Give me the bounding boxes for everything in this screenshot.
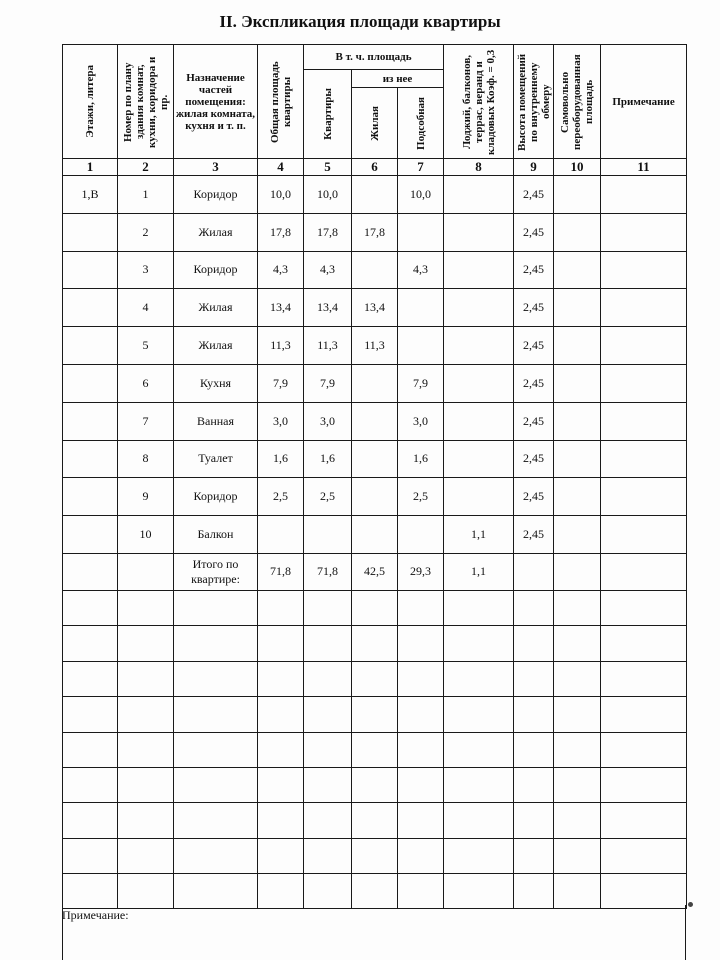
unauthorized-area-cell	[554, 289, 601, 327]
floor-cell	[63, 213, 118, 251]
empty-row	[63, 874, 687, 909]
empty-cell	[398, 838, 444, 873]
empty-cell	[258, 732, 304, 767]
empty-cell	[304, 661, 352, 696]
empty-cell	[398, 590, 444, 625]
apartment-area-cell: 4,3	[304, 251, 352, 289]
header-plan-number: Номер по плану здания комнат, кухни, коридора и пр.	[118, 45, 174, 159]
empty-cell	[118, 838, 174, 873]
total-area-cell: 2,5	[258, 478, 304, 516]
empty-cell	[352, 732, 398, 767]
col-number: 6	[352, 159, 398, 176]
auxiliary-area-cell: 29,3	[398, 553, 444, 590]
living-area-cell	[352, 176, 398, 214]
apartment-area-cell: 13,4	[304, 289, 352, 327]
auxiliary-area-cell: 4,3	[398, 251, 444, 289]
apartment-area-cell: 17,8	[304, 213, 352, 251]
empty-cell	[63, 874, 118, 909]
loggia-area-cell	[444, 440, 514, 478]
total-area-cell: 1,6	[258, 440, 304, 478]
empty-cell	[554, 803, 601, 838]
note-cell	[601, 516, 687, 554]
floor-cell	[63, 251, 118, 289]
header-purpose: Назначение частей помещения: жилая комната, кухня и т. п.	[174, 45, 258, 159]
table-row	[63, 251, 687, 289]
living-area-cell	[352, 478, 398, 516]
height-cell: 2,45	[514, 478, 554, 516]
loggia-area-cell	[444, 478, 514, 516]
empty-cell	[63, 590, 118, 625]
col-number: 8	[444, 159, 514, 176]
empty-cell	[352, 874, 398, 909]
unauthorized-area-cell	[554, 213, 601, 251]
purpose-cell: Коридор	[174, 176, 258, 214]
loggia-area-cell	[444, 176, 514, 214]
empty-cell	[352, 767, 398, 802]
empty-cell	[258, 803, 304, 838]
col-number: 4	[258, 159, 304, 176]
empty-row	[63, 697, 687, 732]
living-area-cell	[352, 364, 398, 402]
living-area-cell	[352, 516, 398, 554]
floor-cell	[63, 364, 118, 402]
total-area-cell: 17,8	[258, 213, 304, 251]
total-area-cell: 10,0	[258, 176, 304, 214]
total-area-cell: 13,4	[258, 289, 304, 327]
empty-cell	[304, 626, 352, 661]
empty-cell	[63, 697, 118, 732]
room-number-cell: 3	[118, 251, 174, 289]
header-floor: Этажи, литера	[63, 45, 118, 159]
room-number-cell: 2	[118, 213, 174, 251]
living-area-cell: 11,3	[352, 327, 398, 365]
living-area-cell: 17,8	[352, 213, 398, 251]
room-number-cell: 9	[118, 478, 174, 516]
empty-cell	[258, 838, 304, 873]
empty-cell	[304, 732, 352, 767]
living-area-cell	[352, 251, 398, 289]
empty-cell	[258, 626, 304, 661]
floor-cell	[63, 327, 118, 365]
header-apartment: Квартиры	[304, 70, 352, 159]
empty-cell	[118, 661, 174, 696]
empty-cell	[352, 838, 398, 873]
empty-cell	[118, 732, 174, 767]
empty-cell	[258, 874, 304, 909]
loggia-area-cell: 1,1	[444, 516, 514, 554]
empty-cell	[444, 838, 514, 873]
table-row	[63, 402, 687, 440]
empty-cell	[63, 767, 118, 802]
purpose-cell: Коридор	[174, 478, 258, 516]
header-row-1	[63, 45, 687, 70]
empty-row	[63, 803, 687, 838]
table-row	[63, 327, 687, 365]
loggia-area-cell	[444, 213, 514, 251]
room-number-cell: 5	[118, 327, 174, 365]
note-cell	[601, 176, 687, 214]
empty-cell	[601, 590, 687, 625]
empty-cell	[398, 697, 444, 732]
apartment-area-cell: 11,3	[304, 327, 352, 365]
empty-cell	[514, 590, 554, 625]
empty-cell	[63, 838, 118, 873]
empty-cell	[174, 874, 258, 909]
empty-cell	[63, 661, 118, 696]
loggia-area-cell	[444, 364, 514, 402]
unauthorized-area-cell	[554, 176, 601, 214]
empty-cell	[174, 661, 258, 696]
empty-cell	[352, 590, 398, 625]
purpose-cell: Балкон	[174, 516, 258, 554]
header-loggia: Лоджий, балконов, террас, веранд и кладовых Коэф. = 0,3	[444, 45, 514, 159]
floor-cell	[63, 553, 118, 590]
empty-cell	[444, 767, 514, 802]
loggia-area-cell	[444, 327, 514, 365]
height-cell: 2,45	[514, 251, 554, 289]
note-cell	[601, 402, 687, 440]
auxiliary-area-cell: 10,0	[398, 176, 444, 214]
empty-cell	[601, 626, 687, 661]
empty-cell	[258, 697, 304, 732]
auxiliary-area-cell: 1,6	[398, 440, 444, 478]
note-cell	[601, 364, 687, 402]
floor-cell	[63, 516, 118, 554]
note-cell	[601, 553, 687, 590]
note-cell	[601, 440, 687, 478]
scan-mark	[688, 902, 693, 907]
auxiliary-area-cell	[398, 213, 444, 251]
empty-cell	[514, 697, 554, 732]
room-number-cell: 10	[118, 516, 174, 554]
living-area-cell	[352, 402, 398, 440]
unauthorized-area-cell	[554, 364, 601, 402]
col-number: 7	[398, 159, 444, 176]
table-row	[63, 176, 687, 214]
floor-cell	[63, 402, 118, 440]
unauthorized-area-cell	[554, 402, 601, 440]
room-number-cell: 8	[118, 440, 174, 478]
apartment-area-cell: 71,8	[304, 553, 352, 590]
remark-label: Примечание:	[62, 908, 129, 922]
purpose-cell: Кухня	[174, 364, 258, 402]
empty-cell	[304, 803, 352, 838]
loggia-area-cell	[444, 251, 514, 289]
total-area-cell: 71,8	[258, 553, 304, 590]
empty-cell	[444, 697, 514, 732]
empty-cell	[174, 803, 258, 838]
auxiliary-area-cell: 7,9	[398, 364, 444, 402]
height-cell: 2,45	[514, 327, 554, 365]
empty-cell	[118, 626, 174, 661]
purpose-cell: Итого по квартире:	[174, 553, 258, 590]
empty-cell	[444, 590, 514, 625]
empty-cell	[174, 697, 258, 732]
empty-cell	[514, 661, 554, 696]
note-cell	[601, 327, 687, 365]
col-number: 11	[601, 159, 687, 176]
auxiliary-area-cell	[398, 516, 444, 554]
empty-cell	[554, 661, 601, 696]
note-cell	[601, 213, 687, 251]
living-area-cell: 42,5	[352, 553, 398, 590]
height-cell: 2,45	[514, 364, 554, 402]
table-row	[63, 516, 687, 554]
unauthorized-area-cell	[554, 516, 601, 554]
purpose-cell: Жилая	[174, 327, 258, 365]
auxiliary-area-cell	[398, 289, 444, 327]
table-row	[63, 478, 687, 516]
empty-cell	[118, 803, 174, 838]
floor-cell	[63, 440, 118, 478]
empty-cell	[554, 697, 601, 732]
room-number-cell: 1	[118, 176, 174, 214]
empty-cell	[118, 874, 174, 909]
height-cell: 2,45	[514, 516, 554, 554]
empty-cell	[444, 661, 514, 696]
empty-cell	[601, 803, 687, 838]
note-cell	[601, 478, 687, 516]
total-area-cell: 3,0	[258, 402, 304, 440]
empty-cell	[352, 697, 398, 732]
empty-cell	[554, 838, 601, 873]
height-cell: 2,45	[514, 289, 554, 327]
empty-row	[63, 626, 687, 661]
remark-box	[62, 905, 686, 960]
empty-cell	[554, 874, 601, 909]
note-cell	[601, 289, 687, 327]
purpose-cell: Ванная	[174, 402, 258, 440]
empty-cell	[352, 803, 398, 838]
empty-cell	[63, 803, 118, 838]
empty-cell	[118, 767, 174, 802]
unauthorized-area-cell	[554, 327, 601, 365]
floor-cell	[63, 478, 118, 516]
purpose-cell: Туалет	[174, 440, 258, 478]
table-row	[63, 440, 687, 478]
total-row	[63, 553, 687, 590]
height-cell: 2,45	[514, 176, 554, 214]
empty-cell	[118, 590, 174, 625]
total-area-cell: 4,3	[258, 251, 304, 289]
header-auxiliary: Подсобная	[398, 88, 444, 159]
empty-cell	[514, 803, 554, 838]
room-number-cell: 4	[118, 289, 174, 327]
unauthorized-area-cell	[554, 440, 601, 478]
total-area-cell: 11,3	[258, 327, 304, 365]
empty-cell	[258, 661, 304, 696]
explication-table	[62, 44, 687, 909]
empty-cell	[514, 874, 554, 909]
empty-cell	[444, 874, 514, 909]
empty-cell	[398, 626, 444, 661]
apartment-area-cell: 2,5	[304, 478, 352, 516]
empty-cell	[554, 732, 601, 767]
empty-cell	[174, 838, 258, 873]
empty-cell	[174, 626, 258, 661]
empty-cell	[554, 626, 601, 661]
height-cell: 2,45	[514, 402, 554, 440]
empty-cell	[304, 767, 352, 802]
col-number: 9	[514, 159, 554, 176]
empty-cell	[398, 874, 444, 909]
empty-cell	[601, 767, 687, 802]
empty-cell	[174, 590, 258, 625]
apartment-area-cell: 3,0	[304, 402, 352, 440]
empty-cell	[444, 626, 514, 661]
empty-cell	[258, 590, 304, 625]
total-area-cell	[258, 516, 304, 554]
header-height: Высота помещений по внутреннему обмеру	[514, 45, 554, 159]
header-living: Жилая	[352, 88, 398, 159]
note-cell	[601, 251, 687, 289]
empty-row	[63, 838, 687, 873]
unauthorized-area-cell	[554, 553, 601, 590]
empty-cell	[398, 661, 444, 696]
header-including-area: В т. ч. площадь	[304, 45, 444, 70]
purpose-cell: Коридор	[174, 251, 258, 289]
unauthorized-area-cell	[554, 251, 601, 289]
empty-cell	[444, 803, 514, 838]
col-number: 10	[554, 159, 601, 176]
empty-cell	[514, 626, 554, 661]
total-area-cell: 7,9	[258, 364, 304, 402]
unauthorized-area-cell	[554, 478, 601, 516]
height-cell	[514, 553, 554, 590]
empty-cell	[63, 732, 118, 767]
apartment-area-cell	[304, 516, 352, 554]
auxiliary-area-cell: 2,5	[398, 478, 444, 516]
empty-cell	[258, 767, 304, 802]
col-number: 1	[63, 159, 118, 176]
room-number-cell: 7	[118, 402, 174, 440]
header-note: Примечание	[601, 45, 687, 159]
empty-cell	[304, 838, 352, 873]
col-number: 3	[174, 159, 258, 176]
empty-cell	[118, 697, 174, 732]
table-row	[63, 289, 687, 327]
apartment-area-cell: 10,0	[304, 176, 352, 214]
loggia-area-cell	[444, 402, 514, 440]
living-area-cell: 13,4	[352, 289, 398, 327]
header-of-which: из нее	[352, 70, 444, 88]
empty-cell	[304, 874, 352, 909]
empty-cell	[352, 661, 398, 696]
empty-cell	[514, 767, 554, 802]
empty-cell	[601, 697, 687, 732]
table-row	[63, 213, 687, 251]
empty-cell	[554, 590, 601, 625]
loggia-area-cell: 1,1	[444, 553, 514, 590]
empty-cell	[174, 767, 258, 802]
col-number: 2	[118, 159, 174, 176]
loggia-area-cell	[444, 289, 514, 327]
page-title: II. Экспликация площади квартиры	[219, 12, 501, 31]
empty-cell	[398, 767, 444, 802]
empty-cell	[514, 732, 554, 767]
empty-cell	[514, 838, 554, 873]
empty-row	[63, 767, 687, 802]
empty-cell	[304, 590, 352, 625]
empty-cell	[63, 626, 118, 661]
auxiliary-area-cell	[398, 327, 444, 365]
empty-cell	[174, 732, 258, 767]
living-area-cell	[352, 440, 398, 478]
empty-row	[63, 590, 687, 625]
col-number: 5	[304, 159, 352, 176]
empty-row	[63, 661, 687, 696]
header-unauthorized: Самовольно переоборудованная площадь	[554, 45, 601, 159]
apartment-area-cell: 1,6	[304, 440, 352, 478]
floor-cell	[63, 289, 118, 327]
auxiliary-area-cell: 3,0	[398, 402, 444, 440]
empty-cell	[352, 626, 398, 661]
empty-cell	[444, 732, 514, 767]
empty-cell	[398, 803, 444, 838]
height-cell: 2,45	[514, 213, 554, 251]
room-number-cell	[118, 553, 174, 590]
floor-cell: 1,В	[63, 176, 118, 214]
room-number-cell: 6	[118, 364, 174, 402]
purpose-cell: Жилая	[174, 289, 258, 327]
empty-row	[63, 732, 687, 767]
table-body	[63, 176, 687, 909]
empty-cell	[398, 732, 444, 767]
empty-cell	[554, 767, 601, 802]
empty-cell	[601, 732, 687, 767]
column-numbers-row	[63, 159, 687, 176]
empty-cell	[601, 838, 687, 873]
height-cell: 2,45	[514, 440, 554, 478]
empty-cell	[601, 661, 687, 696]
table-row	[63, 364, 687, 402]
empty-cell	[304, 697, 352, 732]
header-total-area: Общая площадь квартиры	[258, 45, 304, 159]
purpose-cell: Жилая	[174, 213, 258, 251]
empty-cell	[601, 874, 687, 909]
apartment-area-cell: 7,9	[304, 364, 352, 402]
